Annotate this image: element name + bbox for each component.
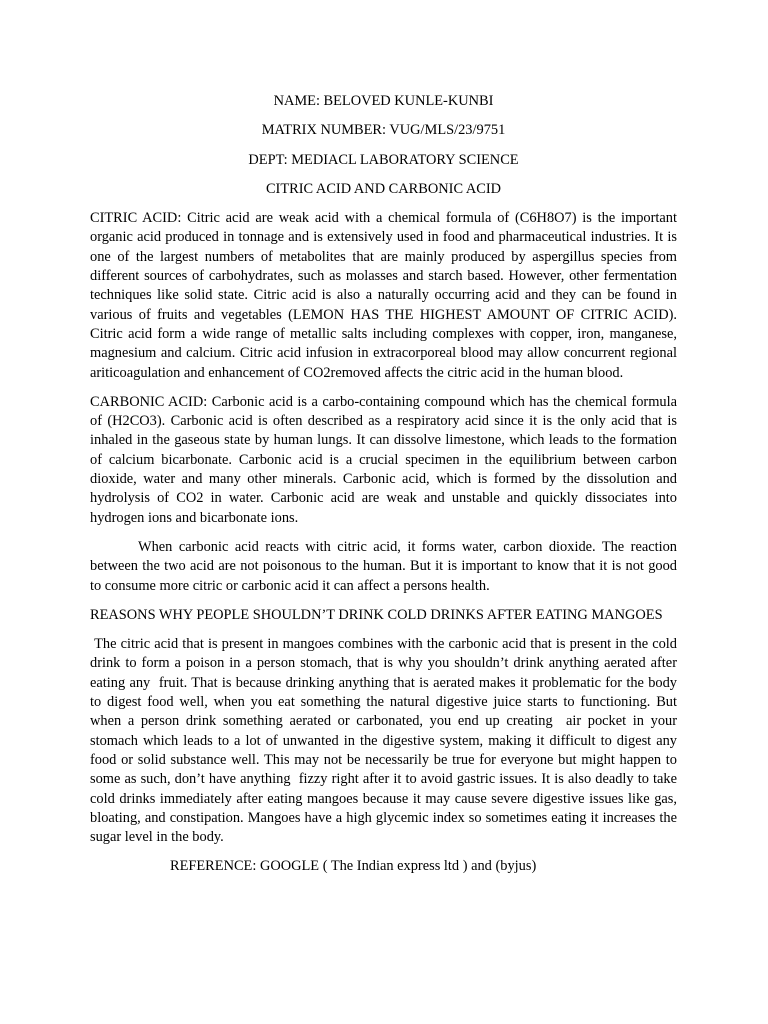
department-line: DEPT: MEDIACL LABORATORY SCIENCE bbox=[248, 151, 519, 168]
document-title: CITRIC ACID AND CARBONIC ACID bbox=[265, 180, 502, 197]
carbonic-acid-paragraph: CARBONIC ACID: Carbonic acid is a carbo-containing compound which has the chemical formula of (H2CO3). Carbonic acid is often described as a respiratory acid since it is the only acid that is inhaled in the gaseous state by human lungs. It can dissolve limestone, which leads to the formation of calcium bicarbonate. Carbonic acid is a crucial specimen in the equilibrium between carbon dioxide, water and many other minerals. Carbonic acid, which is formed by the dissolution and hydrolysis of CO2 in water. Carbonic acid are weak and unstable and quickly dissociates into hydrogen ions and bicarbonate ions. bbox=[90, 393, 677, 526]
document-content bbox=[90, 92, 681, 877]
reference-line: REFERENCE: GOOGLE ( The Indian express ltd ) and (byjus) bbox=[170, 858, 537, 875]
citric-acid-paragraph: CITRIC ACID: Citric acid are weak acid with a chemical formula of (C6H8O7) is the important organic acid produced in tonnage and is extensively used in food and pharmaceutical industries. It is one of the largest numbers of metabolites that are mainly produced by aspergillus species from different sources of carbohydrates, such as molasses and starch based. However, other fermentation techniques like solid state. Citric acid is also a naturally occurring acid and they can be found in various of fruits and vegetables (LEMON HAS THE HIGHEST AMOUNT OF CITRIC ACID). Citric acid form a wide range of metallic salts including complexes with copper, iron, manganese, magnesium and calcium. Citric acid infusion in extracorporeal blood may allow concurrent regional ariticoagulation and enhancement of CO2removed affects the citric acid in the human blood. bbox=[90, 210, 677, 381]
reasons-paragraph: The citric acid that is present in mangoes combines with the carbonic acid that is present in the cold drink to form a poison in a person stomach, that is why you shouldn’t drink anything aerated after eating any fruit. That is because drinking anything that is aerated makes it problematic for the body to digest food well, when you eat something the natural digestive juice starts to functioning. But when a person drink something aerated or carbonated, you end up creating air pocket in your stomach which leads to a lot of unwanted in the digestive system, making it difficult to digest any food or solid substance well. This may not be necessarily be true for everyone but might happen to some as such, don’t have anything fizzy right after it to avoid gastric issues. It is also deadly to take cold drinks immediately after eating mangoes because it may cause severe digestive issues like gas, bloating, and constipation. Mangoes have a high glycemic index so sometimes eating it increases the sugar level in the body. bbox=[90, 636, 681, 846]
matrix-number-line: MATRIX NUMBER: VUG/MLS/23/9751 bbox=[261, 122, 506, 139]
reaction-paragraph: When carbonic acid reacts with citric acid, it forms water, carbon dioxide. The reaction between the two acid are not poisonous to the human. But it is important to know that it is not good to consume more citric or carbonic acid it can affect a persons health. bbox=[90, 538, 677, 594]
reasons-heading: REASONS WHY PEOPLE SHOULDN’T DRINK COLD DRINKS AFTER EATING MANGOES bbox=[90, 606, 663, 623]
name-line: NAME: BELOVED KUNLE-KUNBI bbox=[273, 93, 494, 109]
